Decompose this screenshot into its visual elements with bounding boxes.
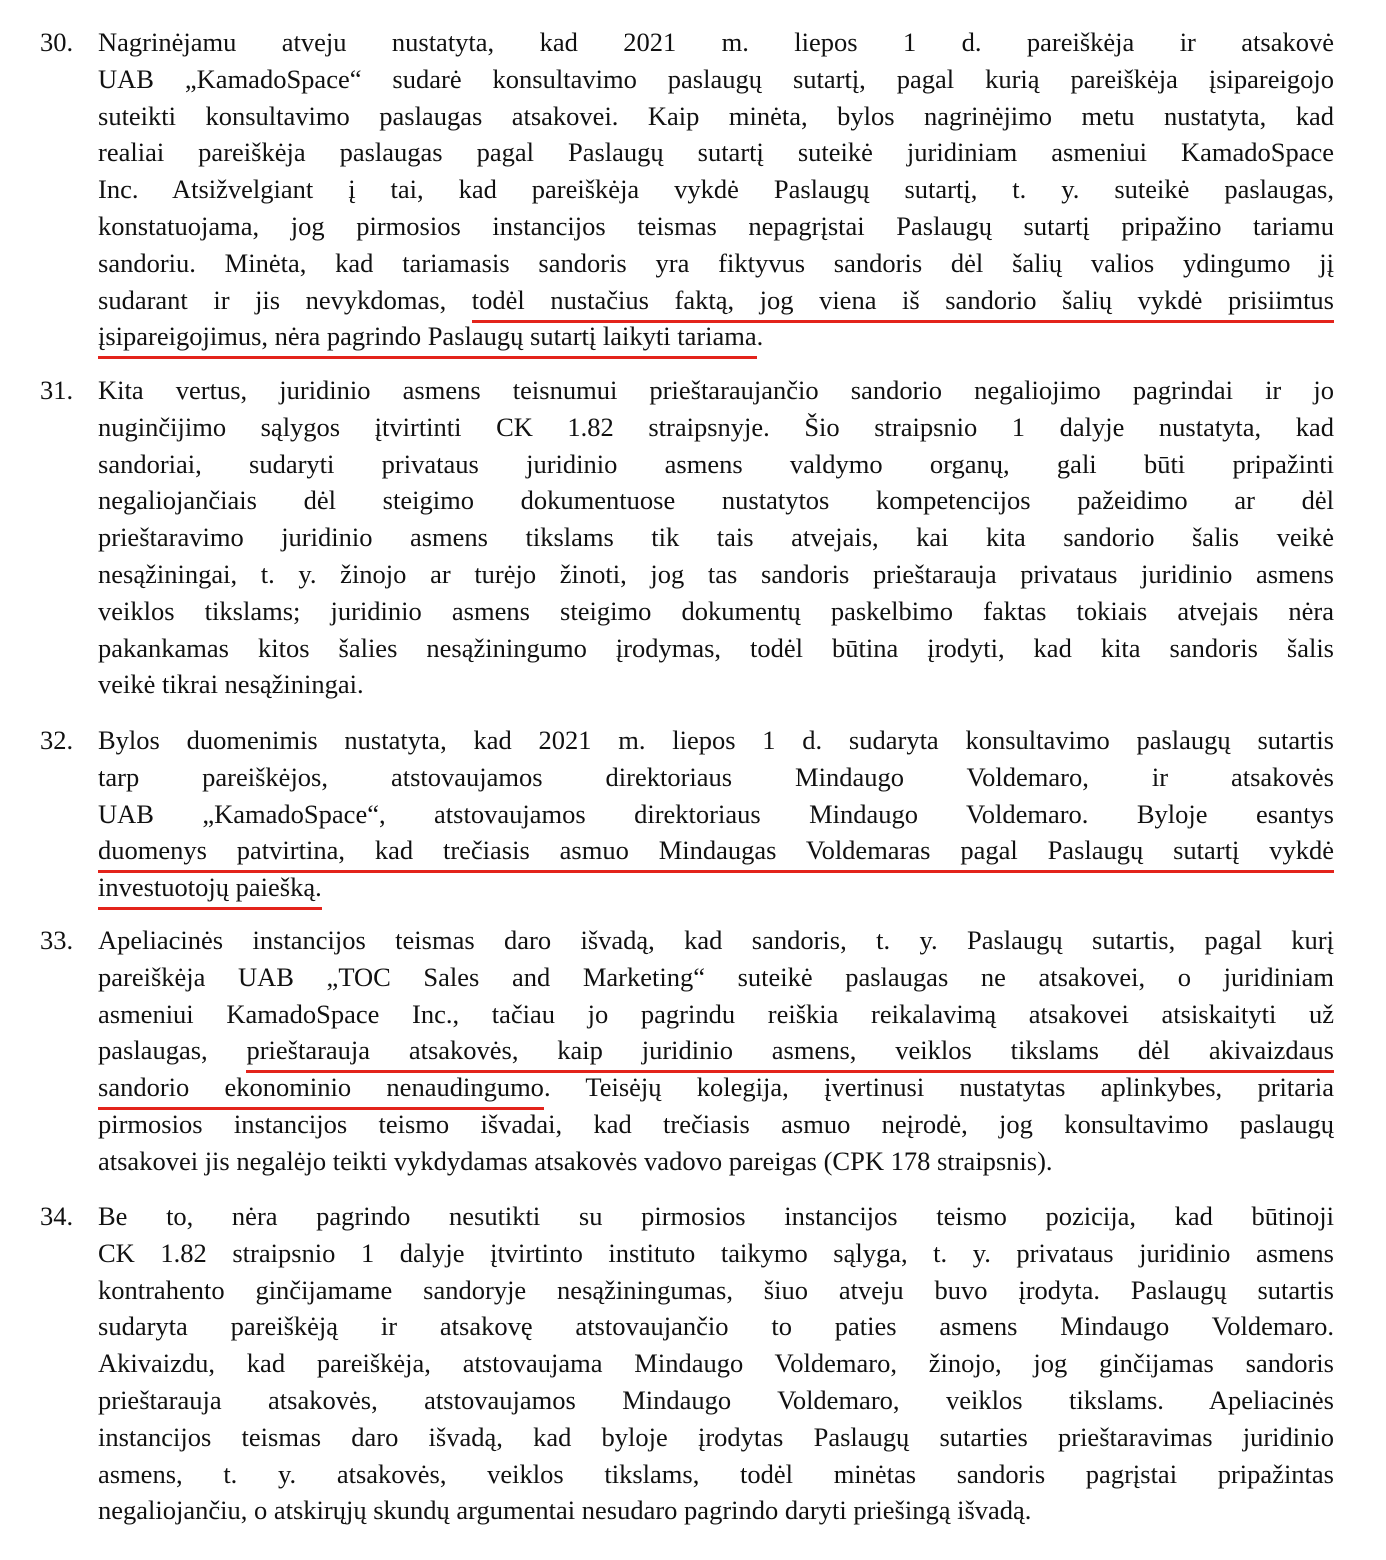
text-segment: sudarant ir jis nevykdomas,: [98, 284, 472, 315]
text-segment: sudaryta pareiškėją ir atsakovę atstovaujančio to paties asmens Mindaugo Voldemaro.: [98, 1311, 1334, 1342]
text-line: [98, 593, 1334, 630]
text-line: [98, 832, 1334, 869]
text-segment: sandoriai, sudaryti privataus juridinio asmens valdymo organų, gali būti pripažinti: [98, 448, 1334, 479]
text-line: [98, 61, 1334, 98]
text-line: [98, 171, 1334, 208]
underlined-text: todėl nustačius faktą, jog viena iš sandorio šalių vykdė prisiimtus: [472, 285, 1334, 323]
underlined-text: prieštarauja atsakovės, kaip juridinio asmens, veiklos tikslams dėl akivaizdaus: [246, 1035, 1334, 1073]
text-segment: atsakovei jis negalėjo teikti vykdydamas atsakovės vadovo pareigas (CPK 178 straipsnis).: [98, 1145, 1053, 1176]
text-line: [98, 1143, 1334, 1180]
text-line: [98, 1492, 1334, 1529]
paragraph-number: 33.: [40, 925, 74, 955]
paragraph-number: 31.: [40, 375, 74, 405]
text-line: [98, 922, 1334, 959]
text-segment: Nagrinėjamu atveju nustatyta, kad 2021 m. liepos 1 d. pareiškėja ir atsakovė: [98, 27, 1334, 57]
paragraph-text: [98, 1198, 1334, 1529]
paragraph-number: 30.: [40, 27, 74, 57]
text-segment: sandoriu. Minėta, kad tariamasis sandoris yra fiktyvus sandoris dėl šalių valios ydingumo jį: [98, 247, 1334, 278]
text-segment: Kita vertus, juridinio asmens teisnumui prieštaraujančio sandorio negaliojimo pagrindai ir jo: [98, 375, 1334, 405]
text-line: [98, 98, 1334, 135]
text-segment: pareiškėja UAB „TOC Sales and Marketing“ suteikė paslaugas ne atsakovei, o juridiniam: [98, 961, 1334, 992]
text-line: [98, 372, 1334, 409]
text-line: [98, 1106, 1334, 1143]
text-segment: Apeliacinės instancijos teismas daro išvadą, kad sandoris, t. y. Paslaugų sutartis, pagal kurį: [98, 925, 1334, 955]
text-line: [98, 282, 1334, 319]
text-line: [98, 24, 1334, 61]
text-segment: Bylos duomenimis nustatyta, kad 2021 m. liepos 1 d. sudaryta konsultavimo paslaugų sutartis: [98, 725, 1334, 755]
text-line: [98, 208, 1334, 245]
text-line: [98, 1382, 1334, 1419]
text-line: [98, 446, 1334, 483]
text-segment: veikė tikrai nesąžiningai.: [98, 669, 364, 700]
text-segment: konstatuojama, jog pirmosios instancijos teismas nepagrįstai Paslaugų sutartį pripažino tariamu: [98, 210, 1334, 241]
text-line: [98, 245, 1334, 282]
text-line: [98, 630, 1334, 667]
text-segment: pakankamas kitos šalies nesąžiningumo įrodymas, todėl būtina įrodyti, kad kita sandoris šalis: [98, 632, 1334, 663]
text-line: [98, 1308, 1334, 1345]
text-segment: .: [756, 321, 764, 352]
text-segment: kontrahento ginčijamame sandoryje nesąžiningumas, šiuo atveju buvo įrodyta. Paslaugų sutartis: [98, 1274, 1334, 1305]
paragraph-number: 34.: [40, 1201, 74, 1231]
paragraph-text: [98, 722, 1334, 906]
text-segment: Inc. Atsižvelgiant į tai, kad pareiškėja vykdė Paslaugų sutartį, t. y. suteikė paslaugas,: [98, 174, 1334, 205]
text-line: [98, 996, 1334, 1033]
text-line: [98, 318, 1334, 355]
text-line: [98, 869, 1334, 906]
text-segment: UAB „KamadoSpace“, atstovaujamos direktoriaus Mindaugo Voldemaro. Byloje esantys: [98, 798, 1334, 829]
text-segment: CK 1.82 straipsnio 1 dalyje įtvirtinto instituto taikymo sąlyga, t. y. privataus juridinio asmens: [98, 1237, 1334, 1268]
text-segment: UAB „KamadoSpace“ sudarė konsultavimo paslaugų sutartį, pagal kurią pareiškėja įsipareigojo: [98, 63, 1334, 94]
text-line: [98, 1419, 1334, 1456]
text-line: [98, 1272, 1334, 1309]
paragraph-text: [98, 24, 1334, 355]
text-line: [98, 959, 1334, 996]
text-segment: paslaugas,: [98, 1035, 247, 1066]
paragraph-text: [98, 372, 1334, 703]
underlined-text: duomenys patvirtina, kad trečiasis asmuo Mindaugas Voldemaras pagal Paslaugų sutartį vykdė: [98, 835, 1334, 873]
text-segment: veiklos tikslams; juridinio asmens steigimo dokumentų paskelbimo faktas tokiais atvejais nėra: [98, 595, 1334, 626]
text-line: [98, 1069, 1334, 1106]
text-segment: . Teisėjų kolegija, įvertinusi nustatytas aplinkybes, pritaria: [543, 1072, 1334, 1103]
text-line: [98, 666, 1334, 703]
underlined-text: sandorio ekonominio nenaudingumo: [98, 1072, 544, 1110]
text-segment: asmens, t. y. atsakovės, veiklos tikslams, todėl minėtas sandoris pagrįstai pripažintas: [98, 1458, 1334, 1489]
text-segment: suteikti konsultavimo paslaugas atsakovei. Kaip minėta, bylos nagrinėjimo metu nustatyta, kad: [98, 100, 1334, 131]
text-line: [98, 1456, 1334, 1493]
text-line: [98, 722, 1334, 759]
text-line: [98, 519, 1334, 556]
text-line: [98, 409, 1334, 446]
text-line: [98, 1345, 1334, 1382]
underlined-text: įsipareigojimus, nėra pagrindo Paslaugų sutartį laikyti tariama: [98, 321, 757, 359]
text-segment: negaliojančiu, o atskirųjų skundų argumentai nesudaro pagrindo daryti priešingą išvadą.: [98, 1495, 1032, 1526]
text-segment: realiai pareiškėja paslaugas pagal Paslaugų sutartį suteikė juridiniam asmeniui KamadoSpace: [98, 137, 1334, 168]
text-segment: nuginčijimo sąlygos įtvirtinti CK 1.82 straipsnyje. Šio straipsnio 1 dalyje nustatyta, kad: [98, 411, 1334, 442]
text-line: [98, 759, 1334, 796]
text-segment: pirmosios instancijos teismo išvadai, kad trečiasis asmuo neįrodė, jog konsultavimo paslaugų: [98, 1108, 1334, 1139]
text-line: [98, 1235, 1334, 1272]
text-segment: prieštarauja atsakovės, atstovaujamos Mindaugo Voldemaro, veiklos tikslams. Apeliacinės: [98, 1384, 1334, 1415]
text-segment: asmeniui KamadoSpace Inc., tačiau jo pagrindu reiškia reikalavimą atsakovei atsiskaityti už: [98, 998, 1334, 1029]
text-segment: prieštaravimo juridinio asmens tikslams tik tais atvejais, kai kita sandorio šalis veikė: [98, 522, 1334, 553]
text-line: [98, 482, 1334, 519]
paragraph-number: 32.: [40, 725, 74, 755]
text-line: [98, 556, 1334, 593]
paragraph-text: [98, 922, 1334, 1180]
text-segment: Akivaizdu, kad pareiškėja, atstovaujama Mindaugo Voldemaro, žinojo, jog ginčijamas sandoris: [98, 1348, 1334, 1379]
text-line: [98, 1032, 1334, 1069]
text-line: [98, 134, 1334, 171]
text-segment: nesąžiningai, t. y. žinojo ar turėjo žinoti, jog tas sandoris prieštarauja privataus juridinio asmens: [98, 558, 1334, 589]
text-segment: instancijos teismas daro išvadą, kad byloje įrodytas Paslaugų sutarties prieštaravimas juridinio: [98, 1421, 1334, 1452]
text-line: [98, 1198, 1334, 1235]
text-line: [98, 796, 1334, 833]
text-segment: Be to, nėra pagrindo nesutikti su pirmosios instancijos teismo pozicija, kad būtinoji: [98, 1201, 1334, 1231]
text-segment: tarp pareiškėjos, atstovaujamos direktoriaus Mindaugo Voldemaro, ir atsakovės: [98, 761, 1334, 792]
underlined-text: investuotojų paiešką.: [98, 872, 322, 910]
text-segment: negaliojančiais dėl steigimo dokumentuose nustatytos kompetencijos pažeidimo ar dėl: [98, 485, 1334, 516]
